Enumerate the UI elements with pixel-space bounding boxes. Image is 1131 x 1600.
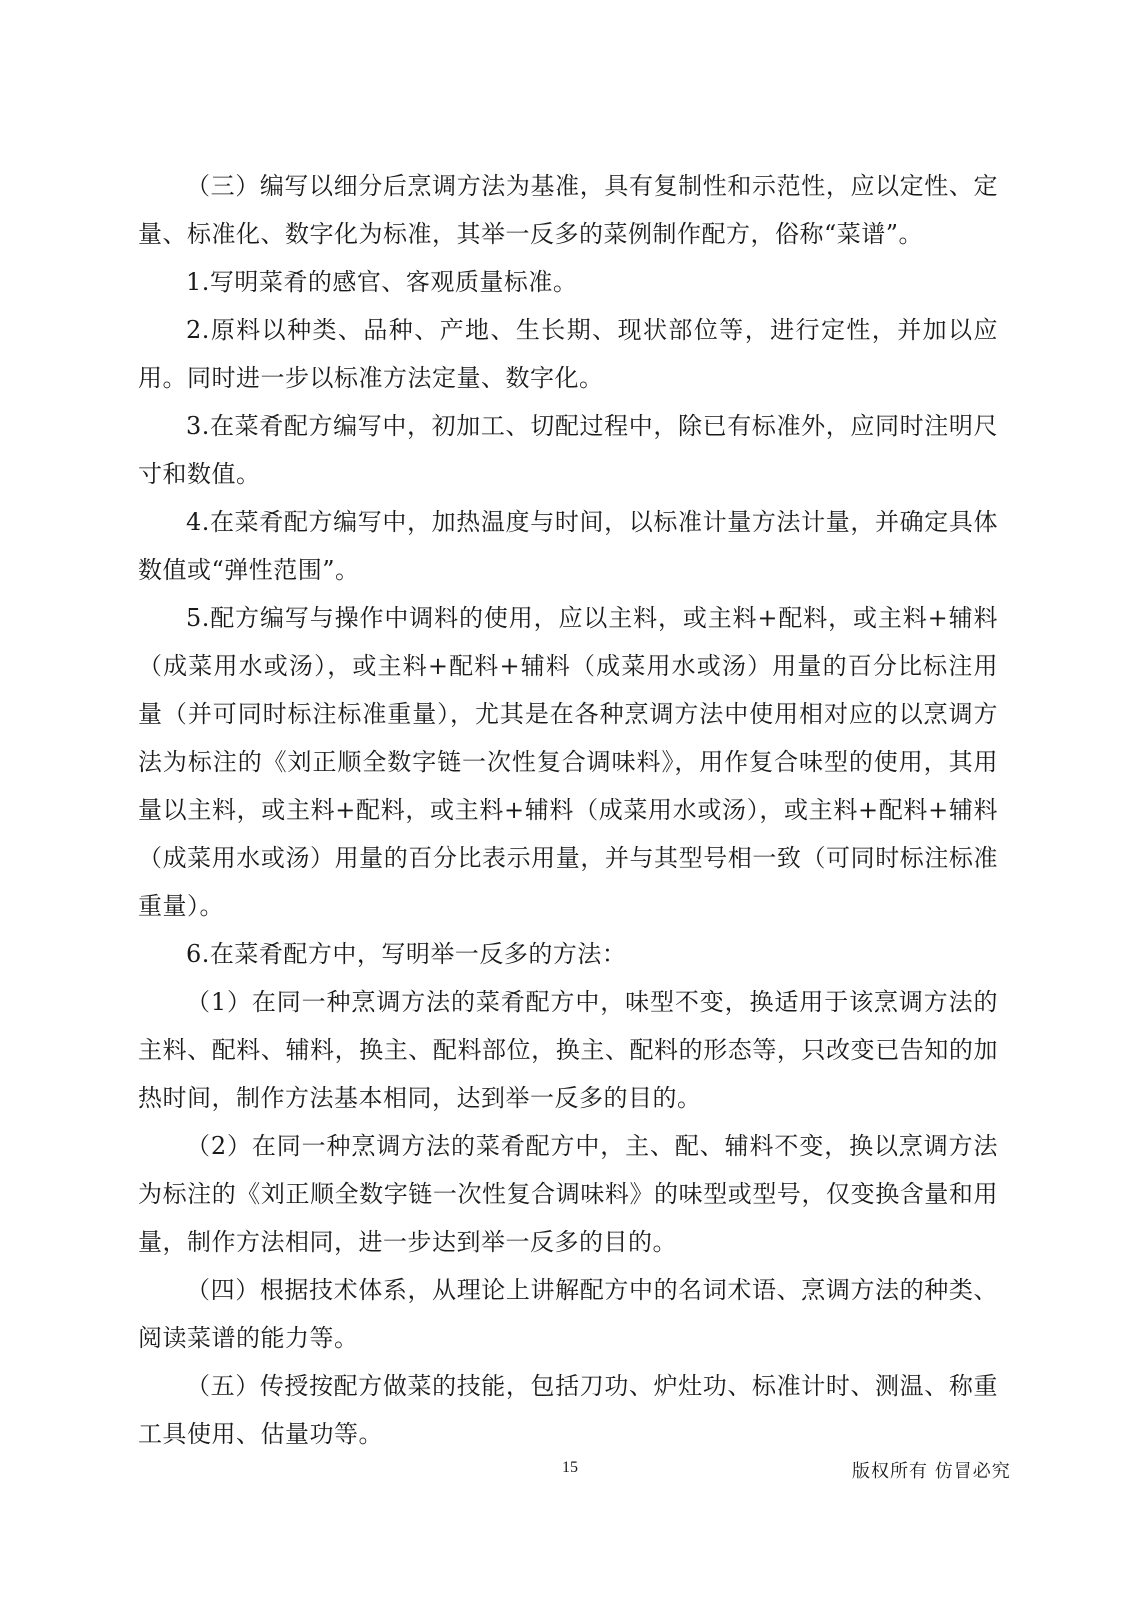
paragraph-item-1: 1.写明菜肴的感官、客观质量标准。 — [186, 268, 578, 296]
paragraph-item-5: 5.配方编写与操作中调料的使用，应以主料，或主料+配料，或主料+辅料（成菜用水或汤），或主料+配料+辅料（成菜用水或汤）用量的百分比标注用量（并可同时标注标准重量），尤其是在各种烹调方法中使用相对应的以烹调方法为标注的《刘正顺全数字链一次性复合调味料》，用作复合味型的使用，其用量以主料，或主料+配料，或主料+辅料（成菜用水或汤），或主料+配料+辅料（成菜用水或汤）用量的百分比表示用量，并与其型号相一致（可同时标注标准重量）。 — [138, 604, 998, 920]
page-number: 15 — [562, 1459, 578, 1476]
paragraph-section-4: （四）根据技术体系，从理论上讲解配方中的名词术语、烹调方法的种类、阅读菜谱的能力等。 — [138, 1276, 998, 1352]
paragraph-subitem-2: （2）在同一种烹调方法的菜肴配方中，主、配、辅料不变，换以烹调方法为标注的《刘正顺全数字链一次性复合调味料》的味型或型号，仅变换含量和用量，制作方法相同，进一步达到举一反多的目的。 — [138, 1132, 998, 1256]
paragraph-item-2: 2.原料以种类、品种、产地、生长期、现状部位等，进行定性，并加以应用。同时进一步以标准方法定量、数字化。 — [138, 316, 998, 392]
paragraph-subitem-1: （1）在同一种烹调方法的菜肴配方中，味型不变，换适用于该烹调方法的主料、配料、辅料，换主、配料部位，换主、配料的形态等，只改变已告知的加热时间，制作方法基本相同，达到举一反多的目的。 — [138, 988, 998, 1112]
paragraph-section-5: （五）传授按配方做菜的技能，包括刀功、炉灶功、标准计时、测温、称重工具使用、估量功等。 — [138, 1372, 998, 1448]
paragraph-item-4: 4.在菜肴配方编写中，加热温度与时间，以标准计量方法计量，并确定具体数值或“弹性范围”。 — [138, 508, 998, 584]
paragraph-section-3: （三）编写以细分后烹调方法为基准，具有复制性和示范性，应以定性、定量、标准化、数字化为标准，其举一反多的菜例制作配方，俗称“菜谱”。 — [138, 172, 998, 248]
copyright-notice: 版权所有 仿冒必究 — [852, 1461, 1011, 1482]
paragraph-item-3: 3.在菜肴配方编写中，初加工、切配过程中，除已有标准外，应同时注明尺寸和数值。 — [138, 412, 998, 488]
document-body — [138, 162, 998, 1458]
paragraph-item-6: 6.在菜肴配方中，写明举一反多的方法： — [186, 940, 627, 968]
